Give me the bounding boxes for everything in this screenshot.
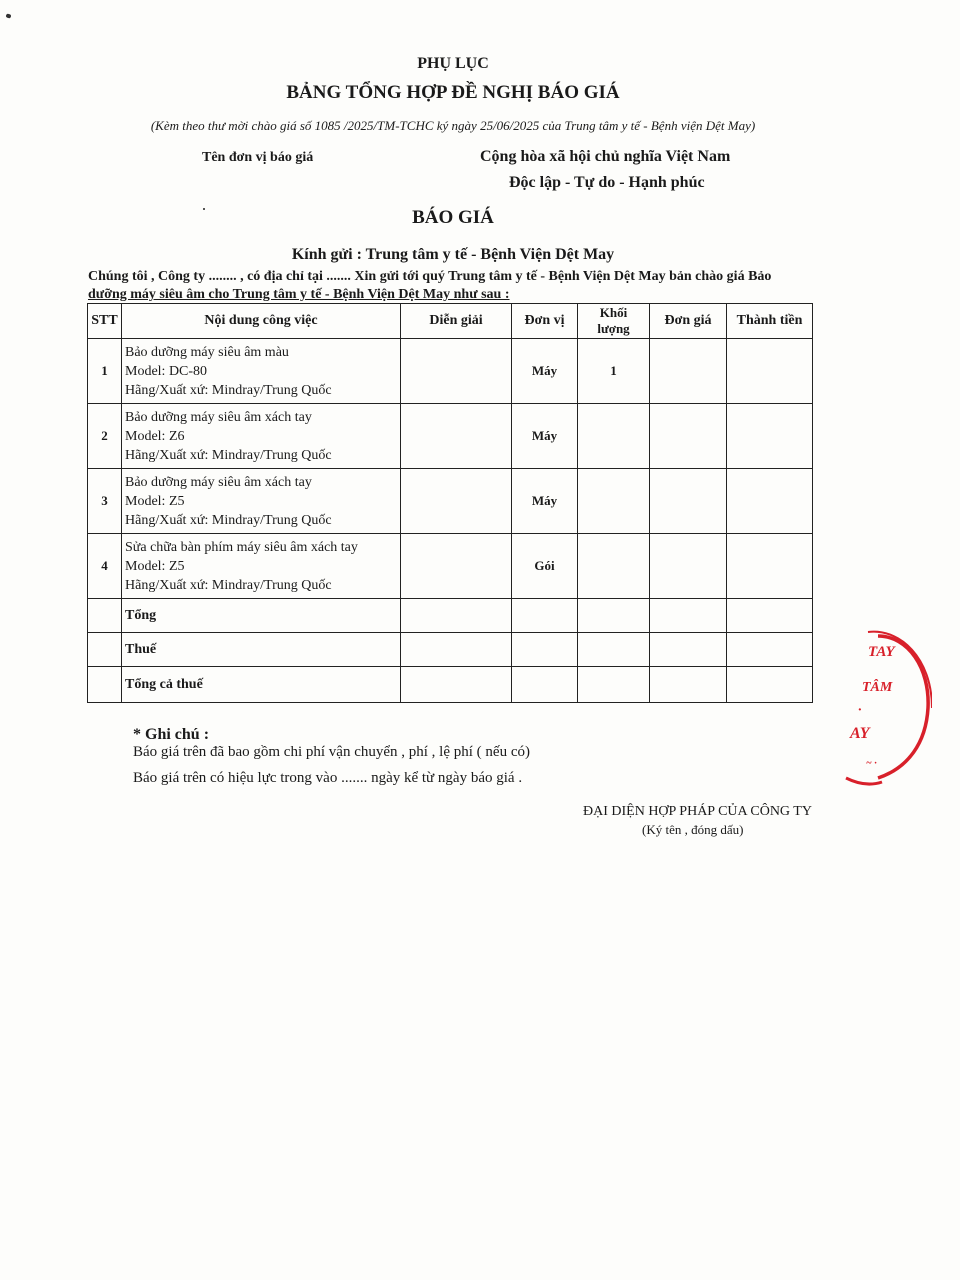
row-quantity [578,404,650,469]
notes-title: * Ghi chú : [133,726,210,743]
row-unit: Máy [512,404,578,469]
row-description [401,404,512,469]
content-line: Model: Z5 [125,493,185,509]
intro-line: Chúng tôi , Công ty ........ , có địa chỉ tại ....... Xin gửi tới quý Trung tâm y tế - Bệnh Viện Dệt May bản chào giá Bảo [88,269,772,284]
row-quantity [578,534,650,599]
content-line: Sửa chữa bàn phím máy siêu âm xách tay [125,539,358,555]
row-description [401,534,512,599]
summary-label: Tổng cả thuế [122,667,401,703]
quote-table [87,303,813,703]
signature-hint: (Ký tên , đóng dấu) [642,822,744,837]
svg-text:TAY: TAY [868,644,895,660]
summary-row-grand-total [88,667,813,703]
content-line: Bảo dưỡng máy siêu âm xách tay [125,474,312,490]
row-unit: Máy [512,469,578,534]
column-header-quantity [578,304,650,339]
table-row [88,534,813,599]
column-header-content: Nội dung công việc [122,304,401,339]
summary-row-total [88,599,813,633]
content-line: Model: Z6 [125,428,185,444]
content-line: Hãng/Xuất xứ: Mindray/Trung Quốc [125,577,332,593]
row-amount [727,469,813,534]
table-row [88,404,813,469]
content-line: Hãng/Xuất xứ: Mindray/Trung Quốc [125,512,332,528]
intro-line: dưỡng máy siêu âm cho Trung tâm y tế - Bệnh Viện Dệt May như sau : [88,287,510,302]
row-quantity: 1 [578,339,650,404]
column-header-amount: Thành tiền [727,304,813,339]
row-amount [727,404,813,469]
row-unit-price [650,339,727,404]
recipient-line: Kính gửi : Trung tâm y tế - Bệnh Viện Dệt May [291,246,615,263]
row-amount [727,339,813,404]
unit-label: Tên đơn vị báo giá [202,150,314,165]
column-header-description: Diễn giải [401,304,512,339]
seal-icon [838,628,932,788]
svg-text:TÂM: TÂM [862,680,893,695]
note-line: Báo giá trên có hiệu lực trong vào ....... ngày kể từ ngày báo giá . [133,770,523,786]
row-stt: 3 [88,469,122,534]
content-line: Model: DC-80 [125,363,208,379]
row-description [401,339,512,404]
column-header-unit-price: Đơn giá [650,304,727,339]
svg-text:AY: AY [850,725,870,742]
row-stt: 4 [88,534,122,599]
republic-heading: Cộng hòa xã hội chủ nghĩa Việt Nam [480,148,731,165]
row-amount [727,534,813,599]
scan-speck [5,13,11,18]
content-line: Hãng/Xuất xứ: Mindray/Trung Quốc [125,382,332,398]
note-line: Báo giá trên đã bao gồm chi phí vận chuyển , phí , lệ phí ( nếu có) [133,744,530,760]
row-unit: Máy [512,339,578,404]
content-line: Bảo dưỡng máy siêu âm xách tay [125,409,312,425]
row-description [401,469,512,534]
content-line: Bảo dưỡng máy siêu âm màu [125,344,289,360]
table-header-row [88,304,813,339]
row-content [122,469,401,534]
document-subtitle: (Kèm theo thư mời chào giá số 1085 /2025/TM-TCHC ký ngày 25/06/2025 của Trung tâm y tế - Bệnh viện Dệt May) [150,118,756,133]
row-unit: Gói [512,534,578,599]
appendix-label: PHỤ LỤC [417,55,489,72]
document-title: BẢNG TỔNG HỢP ĐỀ NGHỊ BÁO GIÁ [286,82,620,103]
summary-label: Tổng [122,599,401,633]
table-row [88,339,813,404]
summary-label: Thuế [122,633,401,667]
svg-text:·: · [858,703,862,718]
intro-paragraph [88,268,798,304]
row-unit-price [650,534,727,599]
column-header-unit: Đơn vị [512,304,578,339]
national-motto: Độc lập - Tự do - Hạnh phúc [509,174,705,191]
content-line: Hãng/Xuất xứ: Mindray/Trung Quốc [125,447,332,463]
red-seal-stamp [838,628,932,788]
column-header-stt: STT [88,304,122,339]
row-content [122,534,401,599]
column-header-quantity-text: Khối lượng [597,305,630,336]
quote-title: BÁO GIÁ [412,207,494,228]
content-line: Model: Z5 [125,558,185,574]
row-content [122,404,401,469]
table-row [88,469,813,534]
representative-label: ĐẠI DIỆN HỢP PHÁP CỦA CÔNG TY [583,804,812,819]
summary-row-tax [88,633,813,667]
row-quantity [578,469,650,534]
row-stt: 1 [88,339,122,404]
svg-text:~ ·: ~ · [866,758,877,769]
row-unit-price [650,469,727,534]
row-stt: 2 [88,404,122,469]
row-unit-price [650,404,727,469]
row-content [122,339,401,404]
